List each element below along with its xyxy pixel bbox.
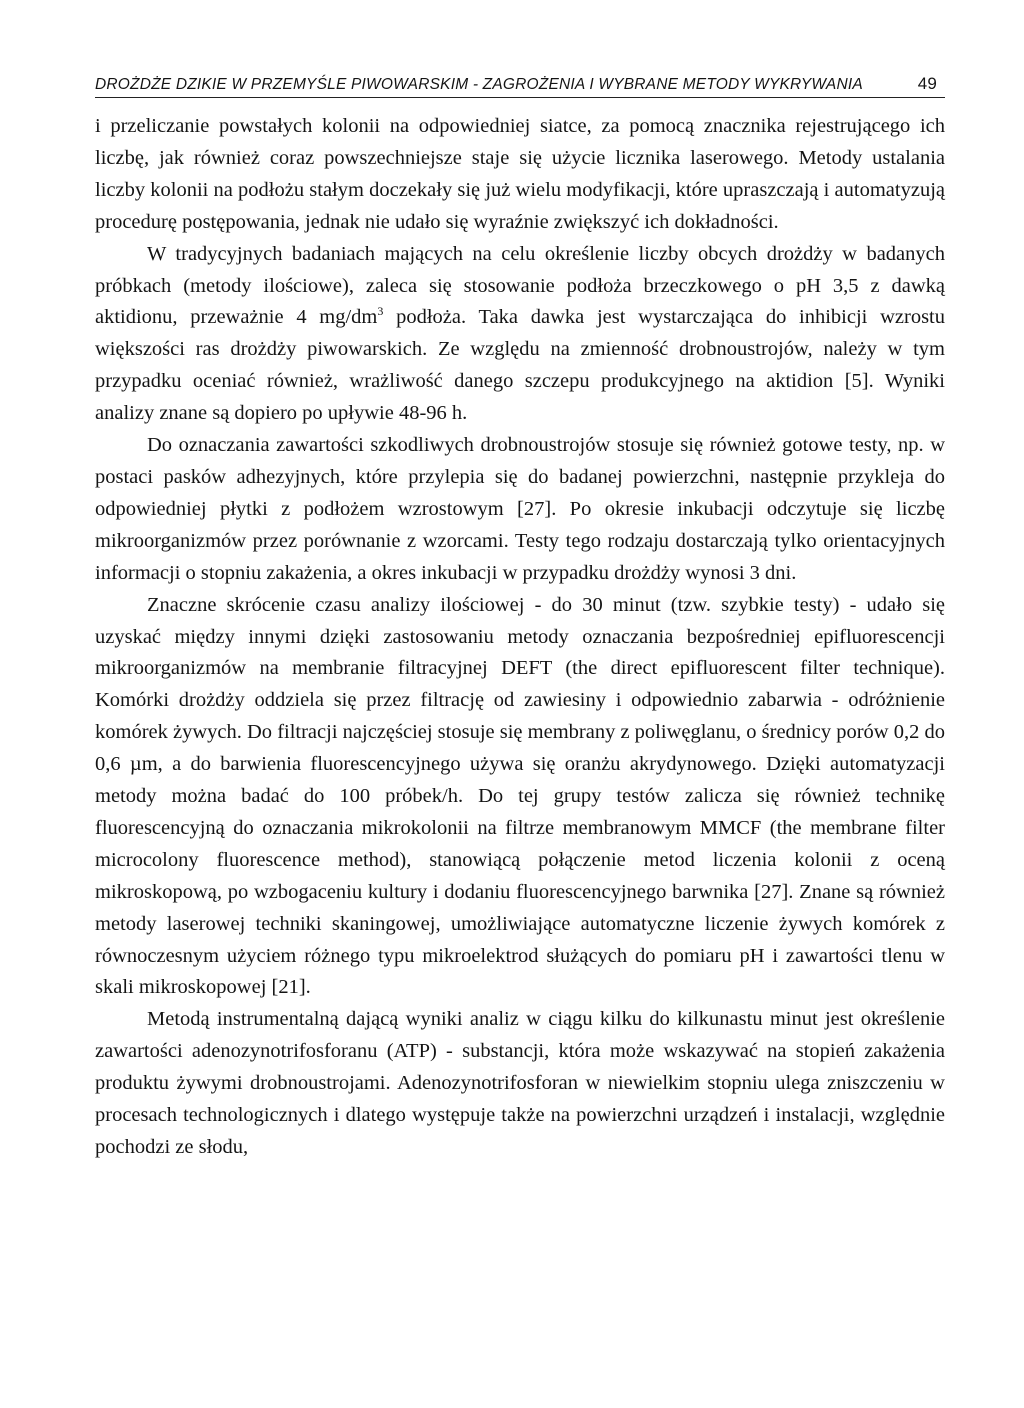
running-header <box>95 74 945 98</box>
paragraph-2-text-b: podłoża. Taka dawka jest wystarczająca do inhibicji wzrostu większości ras drożdży piwowarskich. Ze względu na zmienność drobnoustrojów, należy w tym przypadku oceniać również, wrażliwość danego szczepu produkcyjnego na aktidion [5]. Wyniki analizy znane są dopiero po upływie 48-96 h. <box>95 306 945 425</box>
running-header-title: DROŻDŻE DZIKIE W PRZEMYŚLE PIWOWARSKIM - ZAGROŻENIA I WYBRANE METODY WYKRYWANIA <box>95 76 863 93</box>
paragraph-3: Do oznaczania zawartości szkodliwych drobnoustrojów stosuje się również gotowe testy, np. w postaci pasków adhezyjnych, które przylepia się do badanej powierzchni, następnie przykleja do odpowiedniej płytki z podłożem wzrostowym [27]. Po okresie inkubacji odczytuje się liczbę mikroorganizmów przez porównanie z wzorcami. Testy tego rodzaju dostarczają tylko orientacyjnych informacji o stopniu zakażenia, a okres inkubacji w przypadku drożdży wynosi 3 dni. <box>95 434 945 584</box>
paragraph-1: i przeliczanie powstałych kolonii na odpowiedniej siatce, za pomocą znacznika rejestrującego ich liczbę, jak również coraz powszechniejsze staje się użycie licznika laserowego. Metody ustalania liczby kolonii na podłożu stałym doczekały się już wielu modyfikacji, które upraszczają i automatyzują procedurę postępowania, jednak nie udało się wyraźnie zwiększyć ich dokładności. <box>95 115 945 233</box>
body-text <box>95 111 945 1164</box>
journal-page <box>95 74 945 1164</box>
paragraph-5: Metodą instrumentalną dającą wyniki analiz w ciągu kilku do kilkunastu minut jest określenie zawartości adenozynotrifosforanu (ATP) - substancji, która może wskazywać na stopień zakażenia produktu żywymi drobnoustrojami. Adenozynotrifosforan w niewielkim stopniu ulega zniszczeniu w procesach technologicznych i dlatego występuje także na powierzchni urządzeń i instalacji, względnie pochodzi ze słodu, <box>95 1008 945 1158</box>
paragraph-4: Znaczne skrócenie czasu analizy ilościowej - do 30 minut (tzw. szybkie testy) - udało się uzyskać między innymi dzięki zastosowaniu metody oznaczania bezpośredniej epifluorescencji mikroorganizmów na membranie filtracyjnej DEFT (the direct epifluorescent filter technique). Komórki drożdży oddziela się przez filtrację od zawiesiny i odpowiednio zabarwia - odróżnienie komórek żywych. Do filtracji najczęściej stosuje się membrany z poliwęglanu, o średnicy porów 0,2 do 0,6 µm, a do barwienia fluorescencyjnego używa się oranżu akrydynowego. Dzięki automatyzacji metody można badać do 100 próbek/h. Do tej grupy testów zalicza się również technikę fluorescencyjną do oznaczania mikrokolonii na filtrze membranowym MMCF (the membrane filter microcolony fluorescence method), stanowiącą połączenie metod liczenia kolonii z oceną mikroskopową, po wzbogaceniu kultury i dodaniu fluorescencyjnego barwnika [27]. Znane są również metody laserowej techniki skaningowej, umożliwiające automatyczne liczenie żywych komórek z równoczesnym użyciem różnego typu mikroelektrod służących do pomiaru pH i zawartości tlenu w skali mikroskopowej [21]. <box>95 593 945 999</box>
superscript-cubic: 3 <box>377 304 384 319</box>
page-number: 49 <box>917 74 937 93</box>
paragraph-2 <box>95 239 945 430</box>
paragraph-2-text-a: W tradycyjnych badaniach mających na celu określenie liczby obcych drożdży w badanych próbkach (metody ilościowe), zaleca się stosowanie podłoża brzeczkowego o pH 3,5 z dawką aktidionu, przeważnie 4 mg/dm <box>95 242 945 329</box>
